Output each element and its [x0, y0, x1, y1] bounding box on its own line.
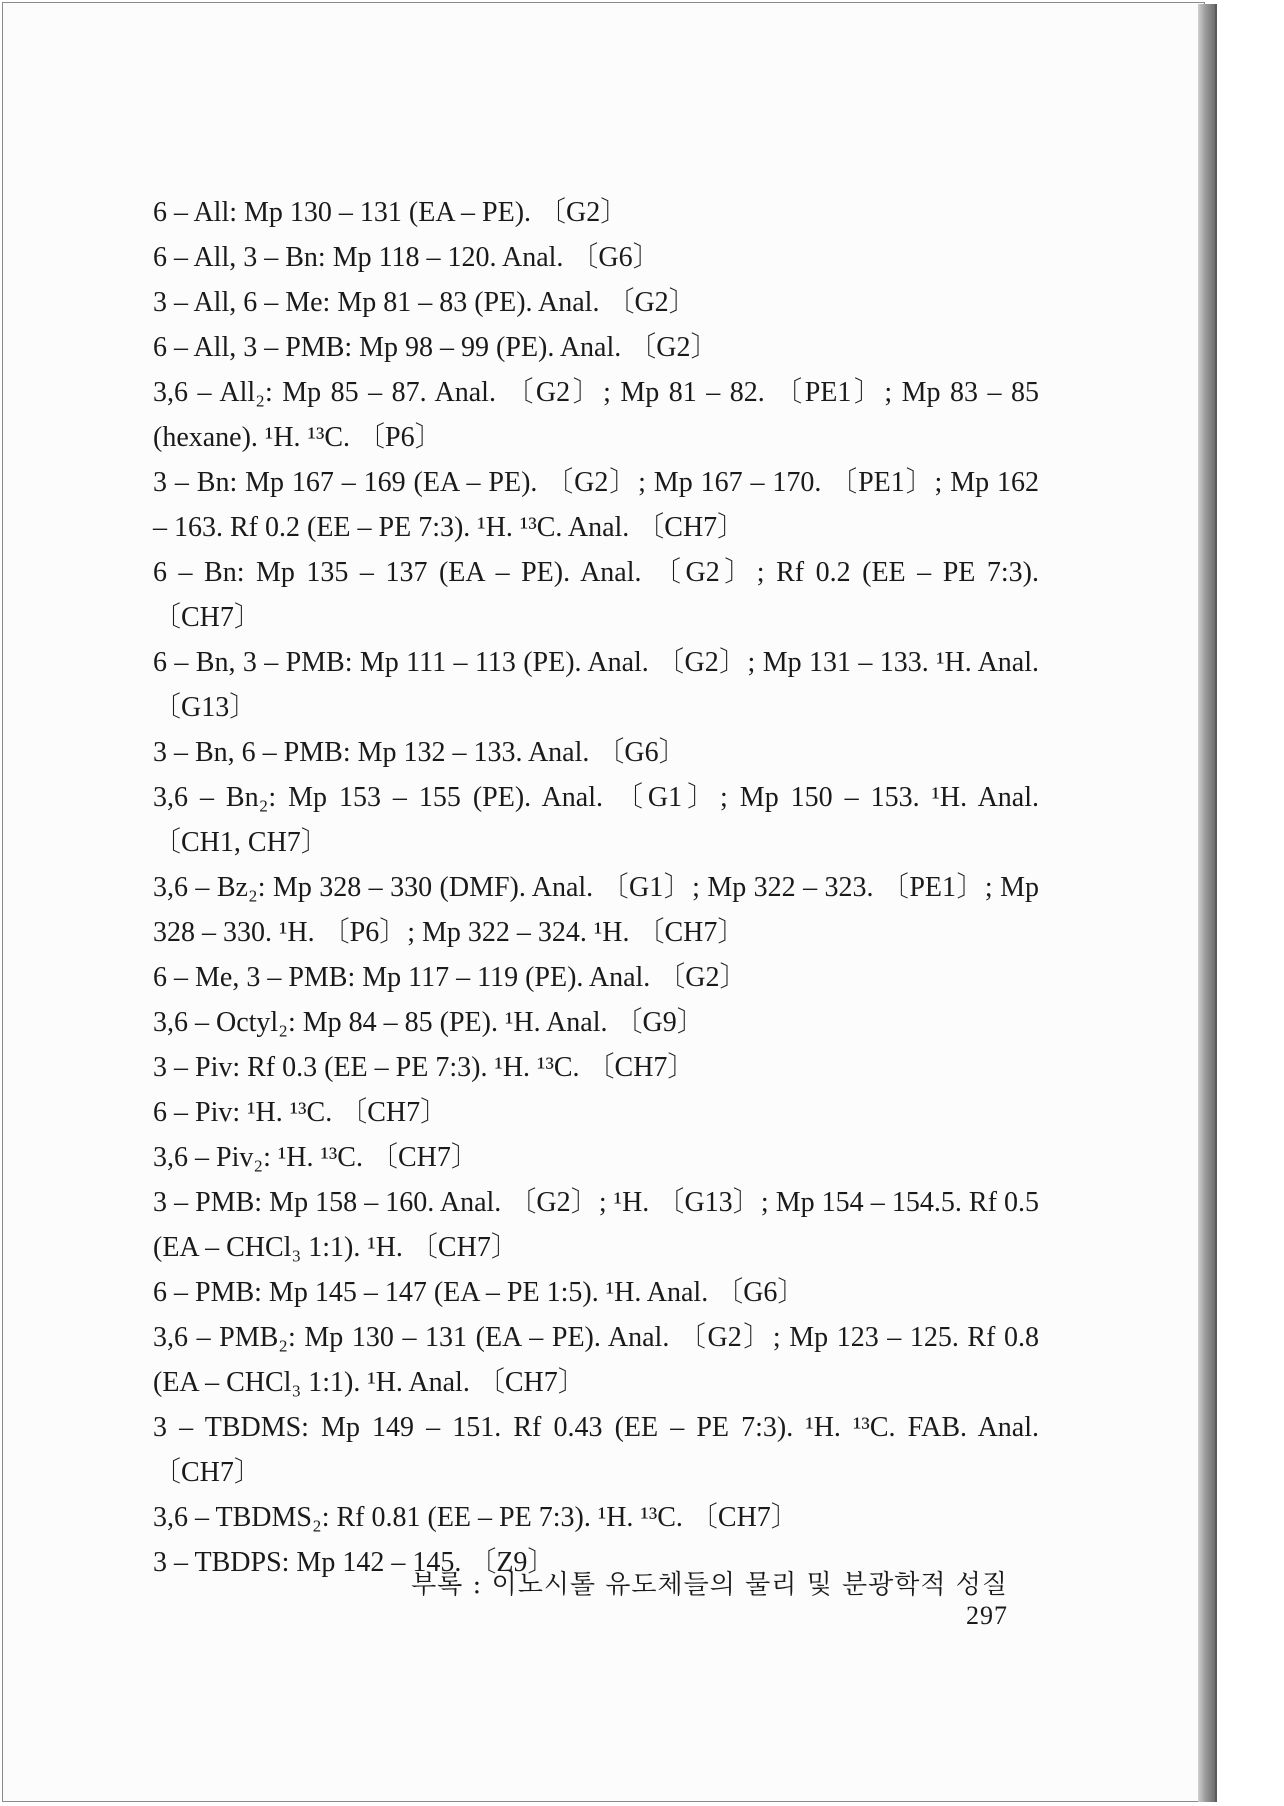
- entry: 6 – All: Mp 130 – 131 (EA – PE). 〔G2〕: [153, 197, 629, 228]
- entry: 6 – Bn, 3 – PMB: Mp 111 – 113 (PE). Anal. 〔G2〕; Mp 131 – 133. ¹H. Anal. 〔G13〕: [153, 647, 1039, 723]
- entry: 6 – Me, 3 – PMB: Mp 117 – 119 (PE). Anal. 〔G2〕: [153, 962, 748, 993]
- entry: 3 – Piv: Rf 0.3 (EE – PE 7:3). ¹H. ¹³C. 〔CH7〕: [153, 1052, 696, 1083]
- entry: 3 – All, 6 – Me: Mp 81 – 83 (PE). Anal. 〔G2〕: [153, 287, 697, 318]
- running-title: 부록 : 이노시톨 유도체들의 물리 및 분광학적 성질: [411, 1570, 1008, 1600]
- page-number: 297: [966, 1601, 1008, 1630]
- entry: 6 – All, 3 – PMB: Mp 98 – 99 (PE). Anal. 〔G2〕: [153, 332, 719, 363]
- entry: 3 – TBDPS: Mp 142 – 145. 〔Z9〕: [153, 1547, 556, 1578]
- entry: 3 – TBDMS: Mp 149 – 151. Rf 0.43 (EE – PE 7:3). ¹H. ¹³C. FAB. Anal. 〔CH7〕: [153, 1412, 1039, 1488]
- entry: 3,6 – All₂: Mp 85 – 87. Anal. 〔G2〕; Mp 81 – 82. 〔PE1〕; Mp 83 – 85 (hexane). ¹H. ¹³C. 〔P6〕: [153, 377, 1039, 453]
- entry: 3,6 – PMB₂: Mp 130 – 131 (EA – PE). Anal. 〔G2〕; Mp 123 – 125. Rf 0.8 (EA – CHCl₃ 1:1). ¹H. Anal. 〔CH7〕: [153, 1322, 1039, 1398]
- entry: 6 – All, 3 – Bn: Mp 118 – 120. Anal. 〔G6〕: [153, 242, 661, 273]
- entry: 3 – Bn, 6 – PMB: Mp 132 – 133. Anal. 〔G6〕: [153, 737, 687, 768]
- entry: 3,6 – Bz₂: Mp 328 – 330 (DMF). Anal. 〔G1〕; Mp 322 – 323. 〔PE1〕; Mp 328 – 330. ¹H. 〔P6〕; Mp 322 – 324. ¹H. 〔CH7〕: [153, 872, 1039, 948]
- page-edge: [1198, 4, 1217, 1802]
- entry: 3,6 – Octyl₂: Mp 84 – 85 (PE). ¹H. Anal. 〔G9〕: [153, 1007, 705, 1038]
- entry: 6 – PMB: Mp 145 – 147 (EA – PE 1:5). ¹H. Anal. 〔G6〕: [153, 1277, 806, 1308]
- running-footer: [400, 1564, 1008, 1631]
- entry: 3,6 – Piv₂: ¹H. ¹³C. 〔CH7〕: [153, 1142, 479, 1173]
- entry-list: [153, 190, 1039, 1585]
- entry: 3 – Bn: Mp 167 – 169 (EA – PE). 〔G2〕; Mp 167 – 170. 〔PE1〕; Mp 162 – 163. Rf 0.2 (EE – PE 7:3). ¹H. ¹³C. Anal. 〔CH7〕: [153, 467, 1039, 543]
- entry: 3 – PMB: Mp 158 – 160. Anal. 〔G2〕; ¹H. 〔G13〕; Mp 154 – 154.5. Rf 0.5 (EA – CHCl₃ 1:1). ¹H. 〔CH7〕: [153, 1187, 1039, 1263]
- entry: 6 – Bn: Mp 135 – 137 (EA – PE). Anal. 〔G2〕; Rf 0.2 (EE – PE 7:3). 〔CH7〕: [153, 557, 1039, 633]
- entry: 6 – Piv: ¹H. ¹³C. 〔CH7〕: [153, 1097, 449, 1128]
- entry: 3,6 – TBDMS₂: Rf 0.81 (EE – PE 7:3). ¹H. ¹³C. 〔CH7〕: [153, 1502, 799, 1533]
- entry: 3,6 – Bn₂: Mp 153 – 155 (PE). Anal. 〔G1〕; Mp 150 – 153. ¹H. Anal. 〔CH1, CH7〕: [153, 782, 1039, 858]
